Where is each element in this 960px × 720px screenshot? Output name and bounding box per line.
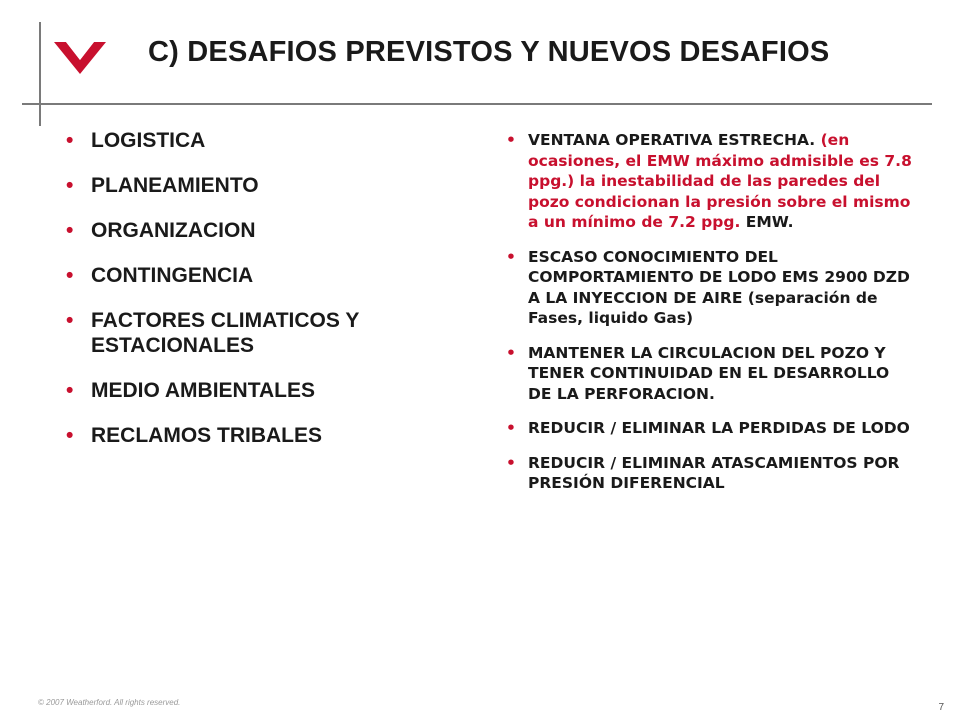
bullet-icon: • bbox=[506, 131, 516, 149]
weatherford-logo-icon bbox=[52, 40, 108, 76]
list-item bbox=[506, 247, 916, 329]
list-item-text: FACTORES CLIMATICOS Y ESTACIONALES bbox=[91, 309, 359, 357]
horizontal-rule bbox=[22, 103, 932, 105]
list-item bbox=[506, 343, 916, 405]
left-bullet-list bbox=[66, 128, 466, 468]
list-item-text: ESCASO CONOCIMIENTO DEL COMPORTAMIENTO DE LODO EMS 2900 DZD A LA INYECCION DE AIRE (separación de Fases, liquido Gas) bbox=[528, 247, 910, 327]
list-item-detail: (en ocasiones, el EMW máximo admisible es 7.8 ppg.) la inestabilidad de las paredes del pozo condicionan la presión sobre el mismo a un mínimo de 7.2 ppg. bbox=[528, 131, 912, 231]
bullet-icon: • bbox=[66, 129, 74, 152]
bullet-icon: • bbox=[506, 453, 516, 472]
list-item-text: MEDIO AMBIENTALES bbox=[91, 379, 315, 402]
list-item-text: MANTENER LA CIRCULACION DEL POZO Y TENER CONTINUIDAD EN EL DESARROLLO DE LA PERFORACION. bbox=[528, 343, 890, 403]
page-title: C) DESAFIOS PREVISTOS Y NUEVOS DESAFIOS bbox=[148, 36, 830, 68]
list-item-text: REDUCIR / ELIMINAR ATASCAMIENTOS POR PRESIÓN DIFERENCIAL bbox=[528, 453, 900, 492]
bullet-icon: • bbox=[66, 309, 74, 332]
list-item bbox=[66, 308, 466, 358]
list-item bbox=[66, 263, 466, 288]
list-item bbox=[66, 128, 466, 153]
list-item bbox=[66, 423, 466, 448]
bullet-icon: • bbox=[66, 379, 74, 402]
vertical-rule bbox=[39, 22, 41, 126]
list-item bbox=[506, 130, 916, 233]
bullet-icon: • bbox=[506, 247, 516, 266]
list-item bbox=[66, 173, 466, 198]
list-item bbox=[66, 378, 466, 403]
list-item bbox=[506, 453, 916, 494]
list-item-text: REDUCIR / ELIMINAR LA PERDIDAS DE LODO bbox=[528, 419, 910, 437]
list-item-text: LOGISTICA bbox=[91, 129, 206, 152]
page-number: 7 bbox=[938, 702, 944, 713]
list-item-tail: EMW. bbox=[745, 213, 794, 231]
list-item bbox=[506, 418, 916, 439]
bullet-icon: • bbox=[66, 219, 74, 242]
list-item bbox=[66, 218, 466, 243]
bullet-icon: • bbox=[506, 419, 516, 437]
bullet-icon: • bbox=[66, 264, 74, 287]
bullet-icon: • bbox=[506, 343, 516, 362]
list-item-lead: VENTANA OPERATIVA ESTRECHA. bbox=[528, 131, 816, 149]
copyright-notice: © 2007 Weatherford. All rights reserved. bbox=[38, 698, 181, 707]
list-item-text: CONTINGENCIA bbox=[91, 264, 254, 287]
bullet-icon: • bbox=[66, 174, 74, 197]
list-item-text: RECLAMOS TRIBALES bbox=[91, 424, 322, 447]
bullet-icon: • bbox=[66, 424, 74, 447]
list-item-text: PLANEAMIENTO bbox=[91, 174, 259, 197]
right-bullet-list bbox=[506, 130, 916, 508]
list-item-text: ORGANIZACION bbox=[91, 219, 256, 242]
